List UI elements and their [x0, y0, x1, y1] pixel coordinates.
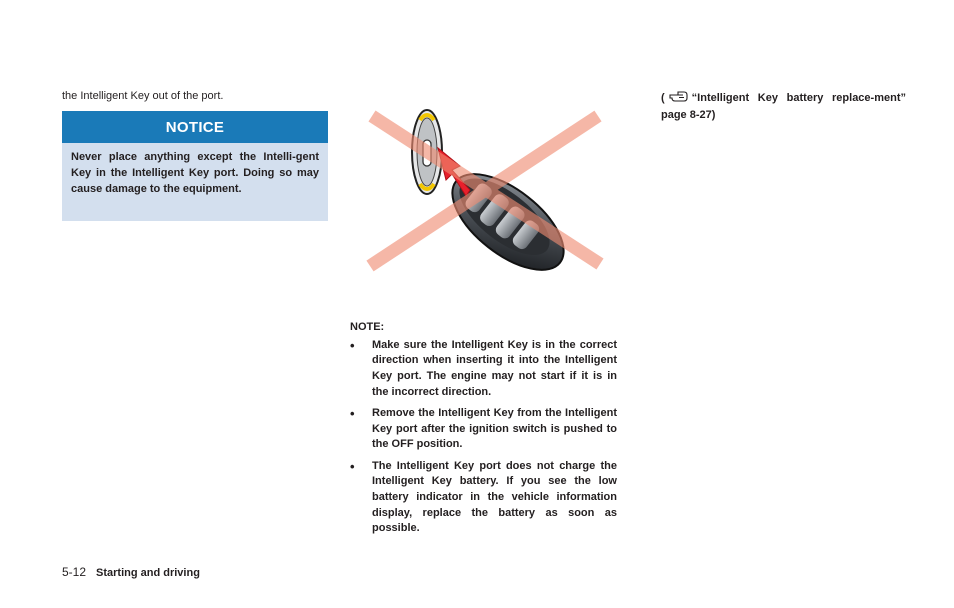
note-item-remove-key: • Remove the Intelligent Key from the Intelligent Key port after the ignition switch is pushed to the OFF position. [350, 406, 617, 453]
intro-text: the Intelligent Key out of the port. [62, 90, 224, 102]
pointing-hand-icon [669, 89, 689, 107]
note-item-battery: • The Intelligent Key port does not charge the Intelligent Key battery. If you see the low battery indicator in the vehicle information display, replace the battery as soon as possible. [350, 459, 617, 538]
notice-text: Never place anything except the Intelli-gent Key in the Intelligent Key port. Doing so may cause damage to the equipment. [71, 151, 319, 195]
section-title: Starting and driving [96, 567, 200, 579]
page-number: 5-12 [62, 565, 87, 579]
incorrect-insertion-illustration [350, 86, 616, 290]
note-title: NOTE: [350, 321, 385, 333]
reference-text: “Intelligent Key battery replace-ment” page 8-27) [661, 91, 906, 121]
notice-box [62, 111, 328, 221]
note-list [350, 338, 617, 537]
reference-open-paren: ( [661, 91, 665, 104]
note-section [350, 320, 617, 543]
note-item-direction: • Make sure the Intelligent Key is in the correct direction when inserting it into the Intelligent Key port. The engine may not start if it is in the incorrect direction. [350, 338, 617, 401]
page-footer [62, 565, 200, 579]
cross-reference [661, 89, 906, 123]
notice-header: NOTICE [62, 111, 328, 143]
